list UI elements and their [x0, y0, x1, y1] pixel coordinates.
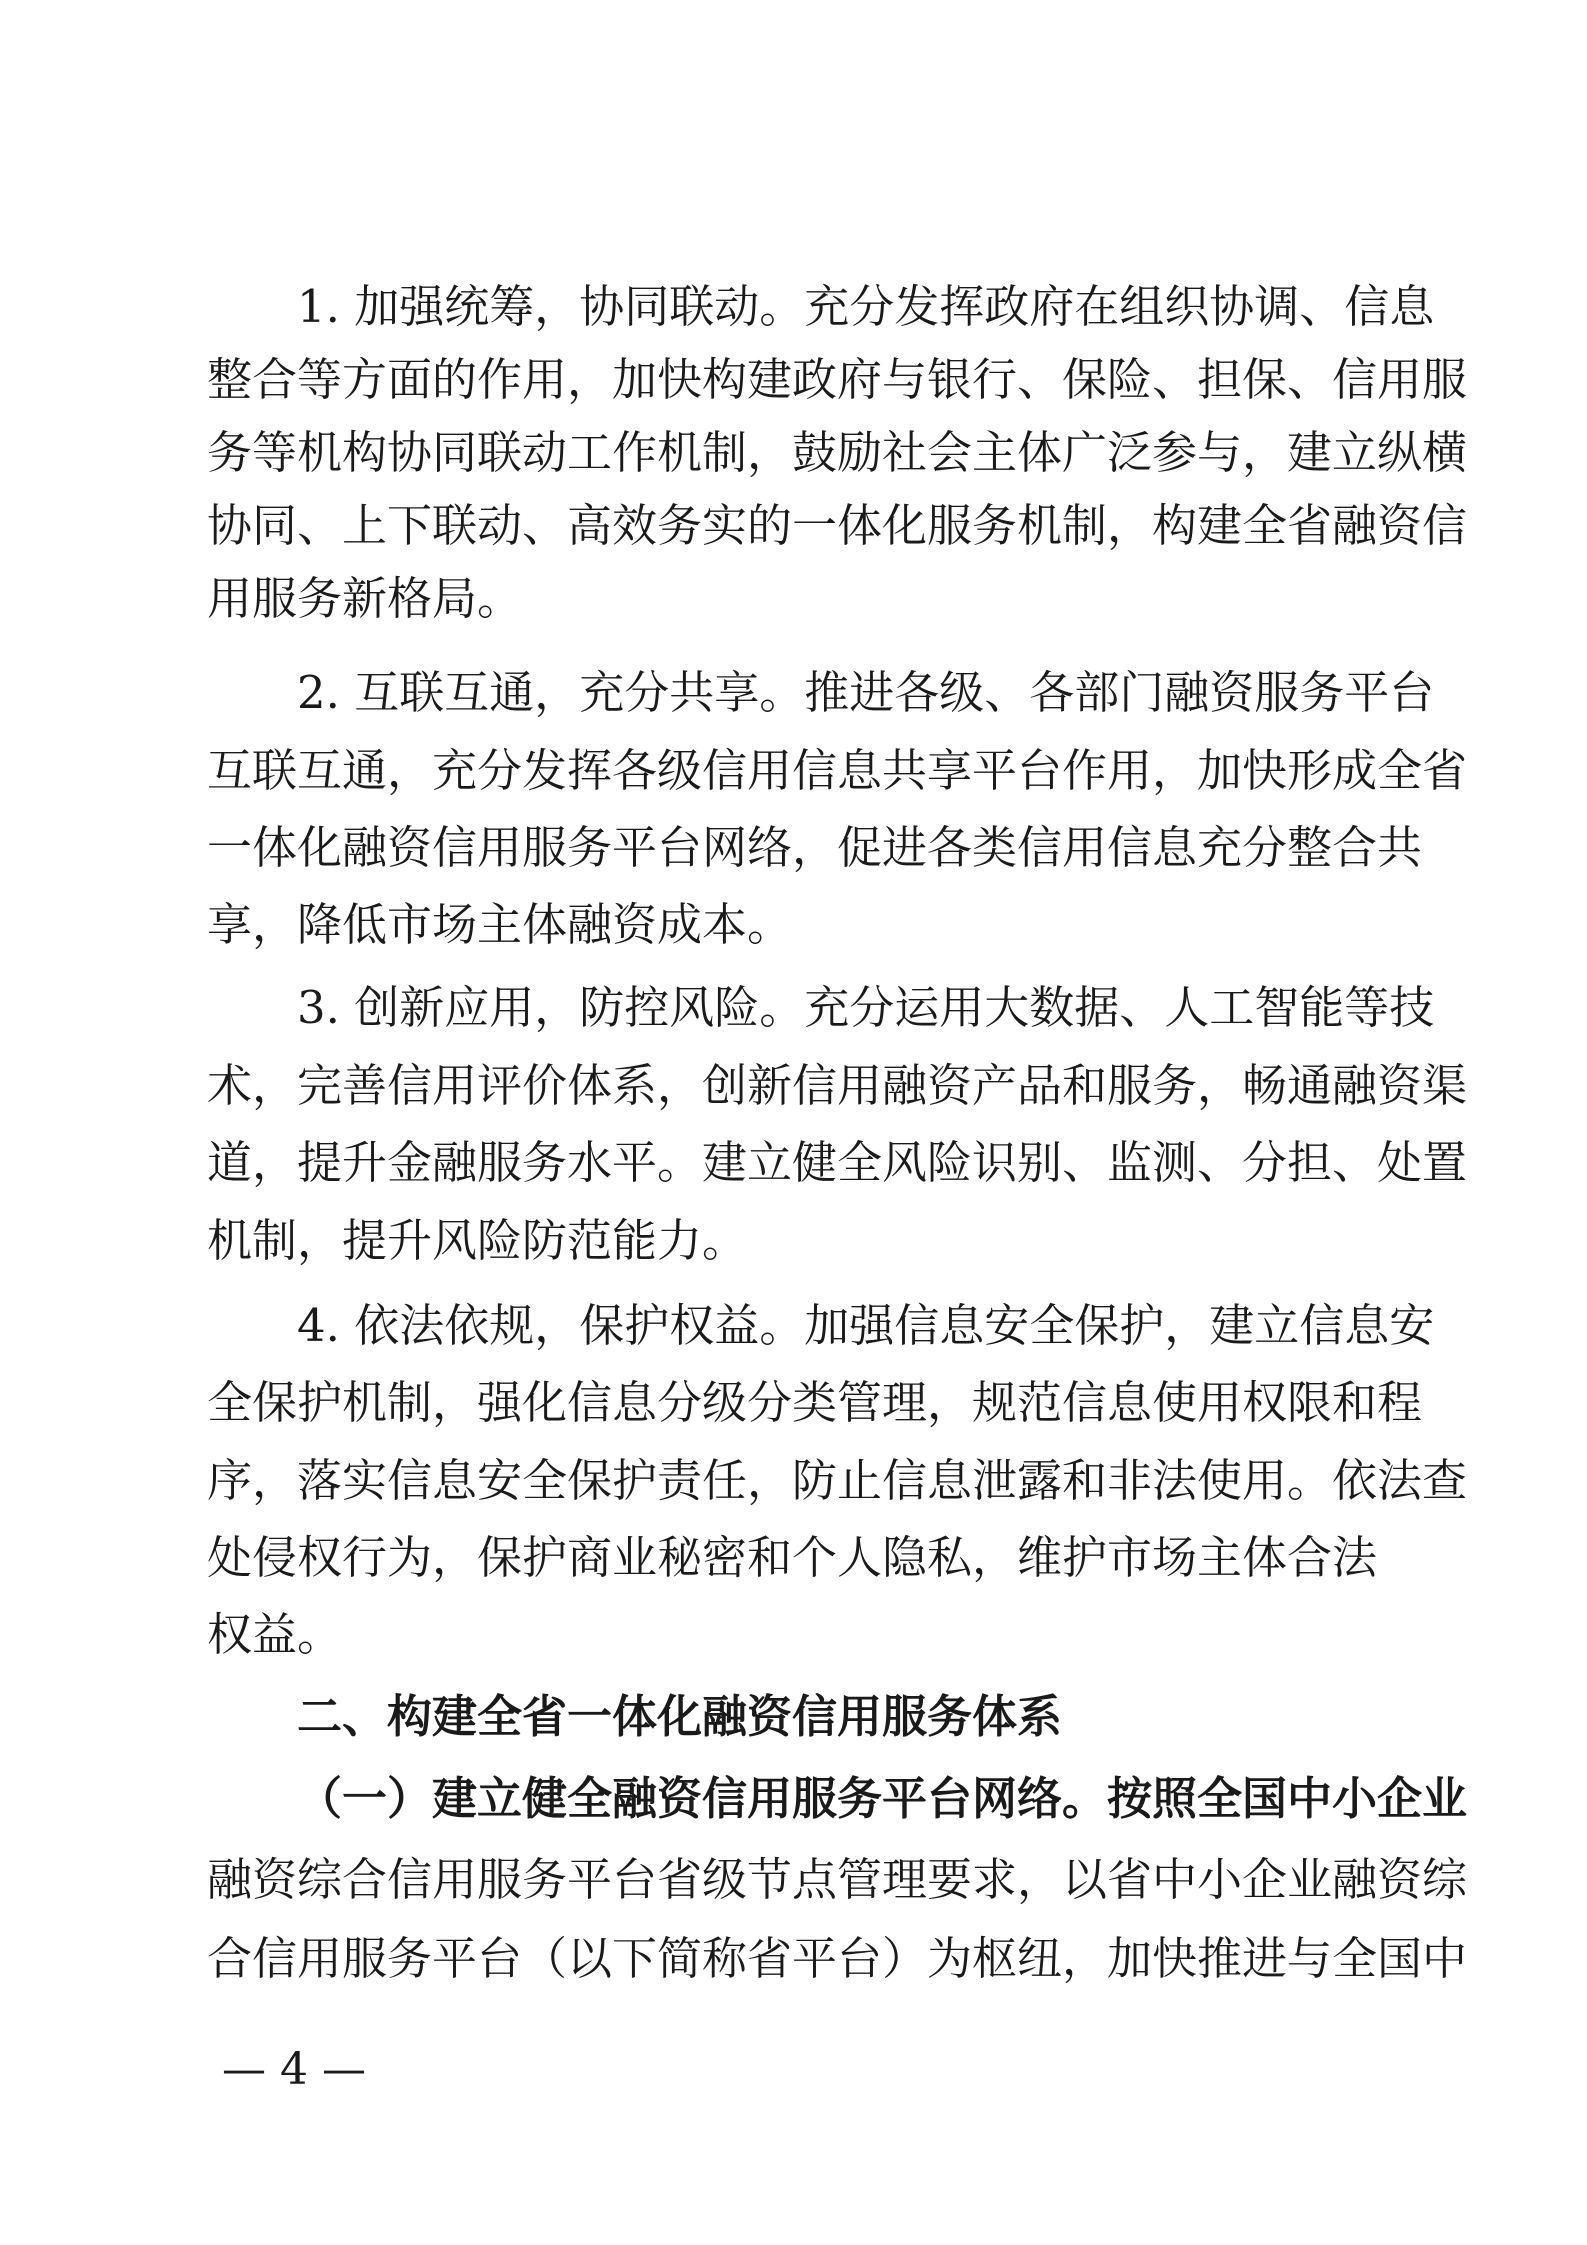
paragraph-2-line-2: 互联互通，充分发挥各级信用信息共享平台作用，加快形成全省: [207, 744, 1468, 797]
paragraph-4-line-3: 序，落实信息安全保护责任，防止信息泄露和非法使用。依法查: [207, 1454, 1468, 1507]
paragraph-1-line-4: 协同、上下联动、高效务实的一体化服务机制，构建全省融资信: [207, 499, 1468, 552]
paragraph-1-line-5: 用服务新格局。: [207, 572, 523, 625]
paragraph-4-line-4: 处侵权行为，保护商业秘密和个人隐私，维护市场主体合法: [207, 1531, 1378, 1584]
page-number: — 4 —: [222, 2044, 366, 2095]
paragraph-4-line-1: 4. 依法依规，保护权益。加强信息安全保护，建立信息安: [297, 1299, 1435, 1352]
paragraph-2-line-1: 2. 互联互通，充分共享。推进各级、各部门融资服务平台: [297, 666, 1435, 719]
paragraph-3-line-2: 术，完善信用评价体系，创新信用融资产品和服务，畅通融资渠: [207, 1059, 1468, 1112]
paragraph-3-line-3: 道，提升金融服务水平。建立健全风险识别、监测、分担、处置: [207, 1136, 1468, 1189]
paragraph-2-line-4: 享，降低市场主体融资成本。: [207, 898, 793, 951]
section-heading: 二、构建全省一体化融资信用服务体系: [297, 1690, 1063, 1743]
paragraph-3-line-4: 机制，提升风险防范能力。: [207, 1214, 748, 1267]
paragraph-1-line-2: 整合等方面的作用，加快构建政府与银行、保险、担保、信用服: [207, 353, 1468, 406]
paragraph-1-line-3: 务等机构协同联动工作机制，鼓励社会主体广泛参与，建立纵横: [207, 426, 1468, 479]
paragraph-4-line-5: 权益。: [207, 1608, 343, 1661]
paragraph-1-line-1: 1. 加强统筹，协同联动。充分发挥政府在组织协调、信息: [297, 280, 1435, 333]
paragraph-2-line-3: 一体化融资信用服务平台网络，促进各类信用信息充分整合共: [207, 821, 1423, 874]
subsection-line-3: 合信用服务平台（以下简称省平台）为枢纽，加快推进与全国中: [207, 1932, 1468, 1985]
paragraph-3-line-1: 3. 创新应用，防控风险。充分运用大数据、人工智能等技: [297, 981, 1435, 1034]
subsection-line-2: 融资综合信用服务平台省级节点管理要求，以省中小企业融资综: [207, 1853, 1468, 1906]
subsection-line-1: （一）建立健全融资信用服务平台网络。按照全国中小企业: [297, 1772, 1468, 1825]
paragraph-4-line-2: 全保护机制，强化信息分级分类管理，规范信息使用权限和程: [207, 1376, 1423, 1429]
